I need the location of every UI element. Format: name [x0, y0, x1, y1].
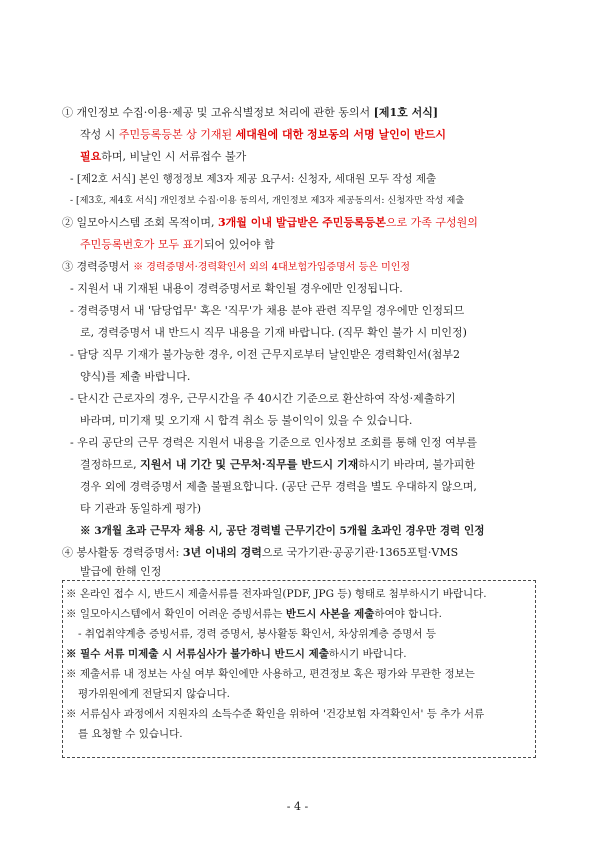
item3-line2	[70, 282, 403, 296]
item4-line2	[80, 565, 161, 579]
highlight-red: 주민등록등본 상 기재된	[118, 128, 236, 141]
page-number: - 4 -	[286, 800, 309, 813]
highlight-bold: 반드시 사본을 제출	[285, 608, 375, 620]
text-segment: 양식)를 제출 바랍니다.	[80, 370, 191, 383]
item3-line1	[62, 260, 410, 275]
item1-sub2	[70, 194, 464, 208]
item3-line11	[80, 480, 477, 494]
item3-line3	[70, 304, 464, 318]
item2-line1	[62, 216, 478, 230]
highlight-bold: ※ 필수 서류 미제출 시 서류심사가 불가하니 반드시 제출	[66, 648, 329, 660]
text-segment: ② 일모아시스템 조회 목적이며,	[62, 216, 218, 229]
item3-line9	[70, 436, 477, 450]
text-segment: - [제3호, 제4호 서식] 개인정보 수집·이용 동의서, 개인정보 제3자 제공동의서: 신청자만 작성 제출	[70, 195, 465, 206]
text-segment: 하여야 합니다.	[374, 608, 442, 620]
highlight-bold: 3년 이내의 경력	[182, 546, 262, 559]
highlight-bold: ※ 3개월 초과 근무자 채용 시, 공단 경력별 근무기간이 5개월 초과인 경우만 경력 인정	[80, 525, 485, 537]
highlight-red-bold: 세대원에 대한 정보동의 서명 날인이 반드시	[235, 128, 447, 141]
highlight-red-bold: 필요	[80, 150, 102, 163]
item1-sub1	[70, 172, 436, 186]
text-segment: 하며, 비날인 시 서류접수 불가	[101, 150, 247, 163]
text-segment: - [제2호 서식] 본인 행정정보 제3자 제공 요구서: 신청자, 세대원 모두 작성 제출	[70, 173, 437, 185]
item1-line3	[80, 150, 246, 164]
text-segment: 평가위원에게 전달되지 않습니다.	[78, 688, 231, 700]
item3-line12	[80, 502, 201, 516]
note-5-cont	[78, 727, 183, 741]
item3-line10	[80, 458, 475, 472]
item3-line8	[80, 414, 412, 428]
note-2	[66, 607, 442, 621]
text-segment: 으로 국가기관·공공기관·1365포털·VMS	[261, 546, 459, 559]
highlight-bold: 지원서 내 기간 및 근무처·직무를 반드시 기재	[140, 458, 359, 471]
text-segment: - 취업취약계층 증빙서류, 경력 증명서, 봉사활동 확인서, 차상위계층 증명서 등	[78, 628, 437, 640]
item4-line1	[62, 546, 458, 560]
item3-line4	[80, 326, 467, 340]
text-segment: - 단시간 근로자의 경우, 근무시간을 주 40시간 기준으로 환산하여 작성·제출하기	[70, 392, 456, 405]
form-ref-1: [제1호 서식]	[373, 106, 439, 119]
text-segment: ④ 봉사활동 경력증명서:	[62, 546, 183, 559]
text-segment: 바라며, 미기재 및 오기재 시 합격 취소 등 불이익이 있을 수 있습니다.	[80, 414, 413, 427]
highlight-red: ※ 경력증명서·경력확인서 외의 4대보험가입증명서 등은 미인정	[133, 262, 411, 273]
note-5	[66, 707, 484, 721]
text-segment: ※ 제출서류 내 정보는 사실 여부 확인에만 사용하고, 편견정보 혹은 평가와 무관한 정보는	[66, 668, 475, 680]
note-4	[66, 667, 475, 681]
text-segment: 작성 시	[80, 128, 119, 141]
text-segment: 결정하므로,	[80, 458, 141, 471]
item3-line5	[70, 348, 460, 362]
text-segment: ※ 온라인 접수 시, 반드시 제출서류를 전자파일(PDF, JPG 등) 형태로 첨부하시기 바랍니다.	[66, 588, 487, 600]
text-segment: 하시기 바라며, 불가피한	[358, 458, 475, 471]
text-segment: - 경력증명서 내 '담당업무' 혹은 '직무'가 채용 분야 관련 직무일 경우에만 인정되므	[70, 304, 465, 317]
item1-line2	[80, 128, 446, 142]
highlight-red-bold: 3개월 이내 발급받은 주민등록등본	[218, 216, 386, 229]
note-4-cont	[78, 687, 230, 701]
item1-line1	[62, 106, 438, 120]
text-segment: 타 기관과 동일하게 평가)	[80, 502, 202, 515]
note-2-sub	[78, 627, 436, 641]
item3-line13	[80, 524, 484, 538]
text-segment: 발급에 한해 인정	[80, 565, 162, 578]
text-segment: ① 개인정보 수집·이용·제공 및 고유식별정보 처리에 관한 동의서	[62, 106, 374, 119]
text-segment: 로, 경력증명서 내 반드시 직무 내용을 기재 바랍니다. (직무 확인 불가 시 미인정)	[80, 326, 467, 339]
highlight-red: 으로 가족 구성원의	[385, 216, 478, 229]
text-segment: - 우리 공단의 근무 경력은 지원서 내용을 기준으로 인사정보 조회를 통해 인정 여부를	[70, 436, 477, 449]
text-segment: 경우 외에 경력증명서 제출 불필요합니다. (공단 근무 경력을 별도 우대하지 않으며,	[80, 480, 477, 493]
text-segment: - 담당 직무 기재가 불가능한 경우, 이전 근무지로부터 날인받은 경력확인서(첨부2	[70, 348, 461, 361]
item3-line7	[70, 392, 456, 406]
text-segment: - 지원서 내 기재된 내용이 경력증명서로 확인될 경우에만 인정됩니다.	[70, 282, 403, 295]
highlight-red: 주민등록번호가 모두 표기	[80, 238, 204, 251]
text-segment: 를 요청할 수 있습니다.	[78, 728, 183, 740]
text-segment: ③ 경력증명서	[62, 260, 134, 273]
text-segment: 하시기 바랍니다.	[328, 648, 407, 660]
item2-line2	[80, 238, 275, 252]
note-3	[66, 647, 407, 661]
text-segment: 되어 있어야 함	[203, 238, 275, 251]
item3-line6	[80, 370, 190, 384]
text-segment: ※ 서류심사 과정에서 지원자의 소득수준 확인을 위하여 '건강보험 자격확인서' 등 추가 서류	[66, 708, 485, 720]
text-segment: ※ 일모아시스템에서 확인이 어려운 증빙서류는	[66, 608, 286, 620]
note-1	[66, 587, 487, 601]
